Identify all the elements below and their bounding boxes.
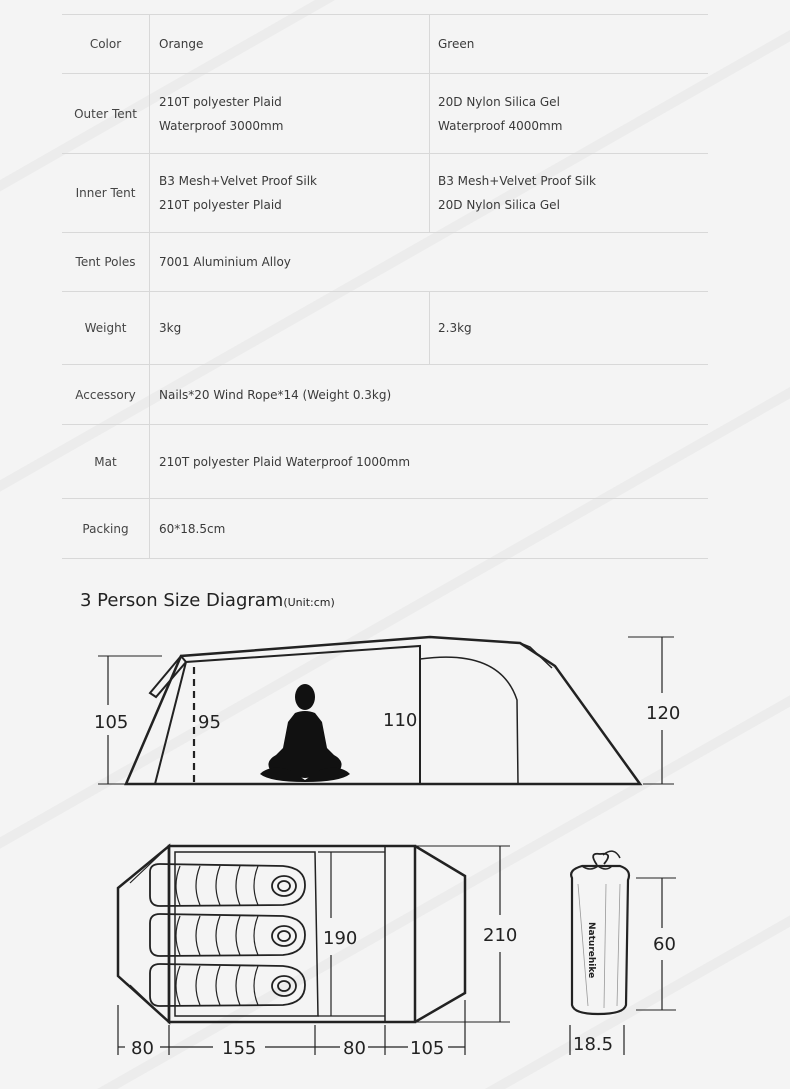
dim-pole-height: 95 <box>198 712 221 733</box>
spec-label: Mat <box>94 454 117 469</box>
outer-tent-orange-2: Waterproof 3000mm <box>159 118 284 133</box>
brand-logo-text: Naturehike <box>586 922 596 979</box>
spec-row-packing <box>62 499 708 559</box>
accessory-value: Nails*20 Wind Rope*14 (Weight 0.3kg) <box>159 387 392 402</box>
size-diagram <box>0 620 790 1089</box>
spec-row-mat <box>62 425 708 499</box>
inner-tent-orange-1: B3 Mesh+Velvet Proof Silk <box>159 174 317 188</box>
spec-label: Inner Tent <box>75 186 136 200</box>
tent-top-view <box>118 846 510 1055</box>
color-green: Green <box>438 37 475 51</box>
sleeping-bags <box>150 864 305 1006</box>
diagram-unit: (Unit:cm) <box>283 596 335 609</box>
inner-tent-green-1: B3 Mesh+Velvet Proof Silk <box>438 174 596 188</box>
outer-tent-orange-1: 210T polyester Plaid <box>159 94 282 109</box>
dim-total-length: 210 <box>483 925 518 946</box>
dim-bag-height: 60 <box>653 934 676 955</box>
diagram-title-text: 3 Person Size Diagram <box>80 590 284 611</box>
dim-bag-diameter: 18.5 <box>573 1034 614 1055</box>
spec-row-color <box>62 14 708 74</box>
outer-tent-green-2: Waterproof 4000mm <box>438 118 563 133</box>
dim-inner-width: 155 <box>222 1038 257 1059</box>
weight-orange: 3kg <box>159 321 182 335</box>
mat-value: 210T polyester Plaid Waterproof 1000mm <box>159 454 411 469</box>
spec-label: Accessory <box>75 387 136 402</box>
spec-row-outer-tent <box>62 74 708 154</box>
dim-rear-height: 105 <box>94 712 129 733</box>
dim-inner-length: 190 <box>323 928 358 949</box>
dim-front-vestibule: 105 <box>410 1038 445 1059</box>
inner-tent-green-2: 20D Nylon Silica Gel <box>438 198 560 212</box>
spec-table <box>62 14 708 559</box>
spec-label: Color <box>89 37 122 51</box>
inner-tent-orange-2: 210T polyester Plaid <box>159 198 282 212</box>
tent-poles-value: 7001 Aluminium Alloy <box>159 255 291 269</box>
spec-label: Weight <box>84 321 127 335</box>
outer-tent-green-1: 20D Nylon Silica Gel <box>438 94 560 109</box>
spec-row-inner-tent <box>62 154 708 233</box>
color-orange: Orange <box>159 37 204 51</box>
spec-row-tent-poles <box>62 233 708 292</box>
size-diagram-title <box>80 590 335 611</box>
weight-green: 2.3kg <box>438 321 472 335</box>
dim-rear-vestibule: 80 <box>131 1038 154 1059</box>
dim-inner-height: 110 <box>383 710 418 731</box>
spec-row-weight <box>62 292 708 365</box>
dim-max-height: 120 <box>646 703 681 724</box>
spec-label: Outer Tent <box>74 106 137 121</box>
person-silhouette <box>260 684 350 782</box>
spec-row-accessory <box>62 365 708 425</box>
spec-label: Packing <box>82 521 129 536</box>
spec-label: Tent Poles <box>75 255 136 269</box>
packing-value: 60*18.5cm <box>159 521 226 536</box>
dim-door: 80 <box>343 1038 366 1059</box>
